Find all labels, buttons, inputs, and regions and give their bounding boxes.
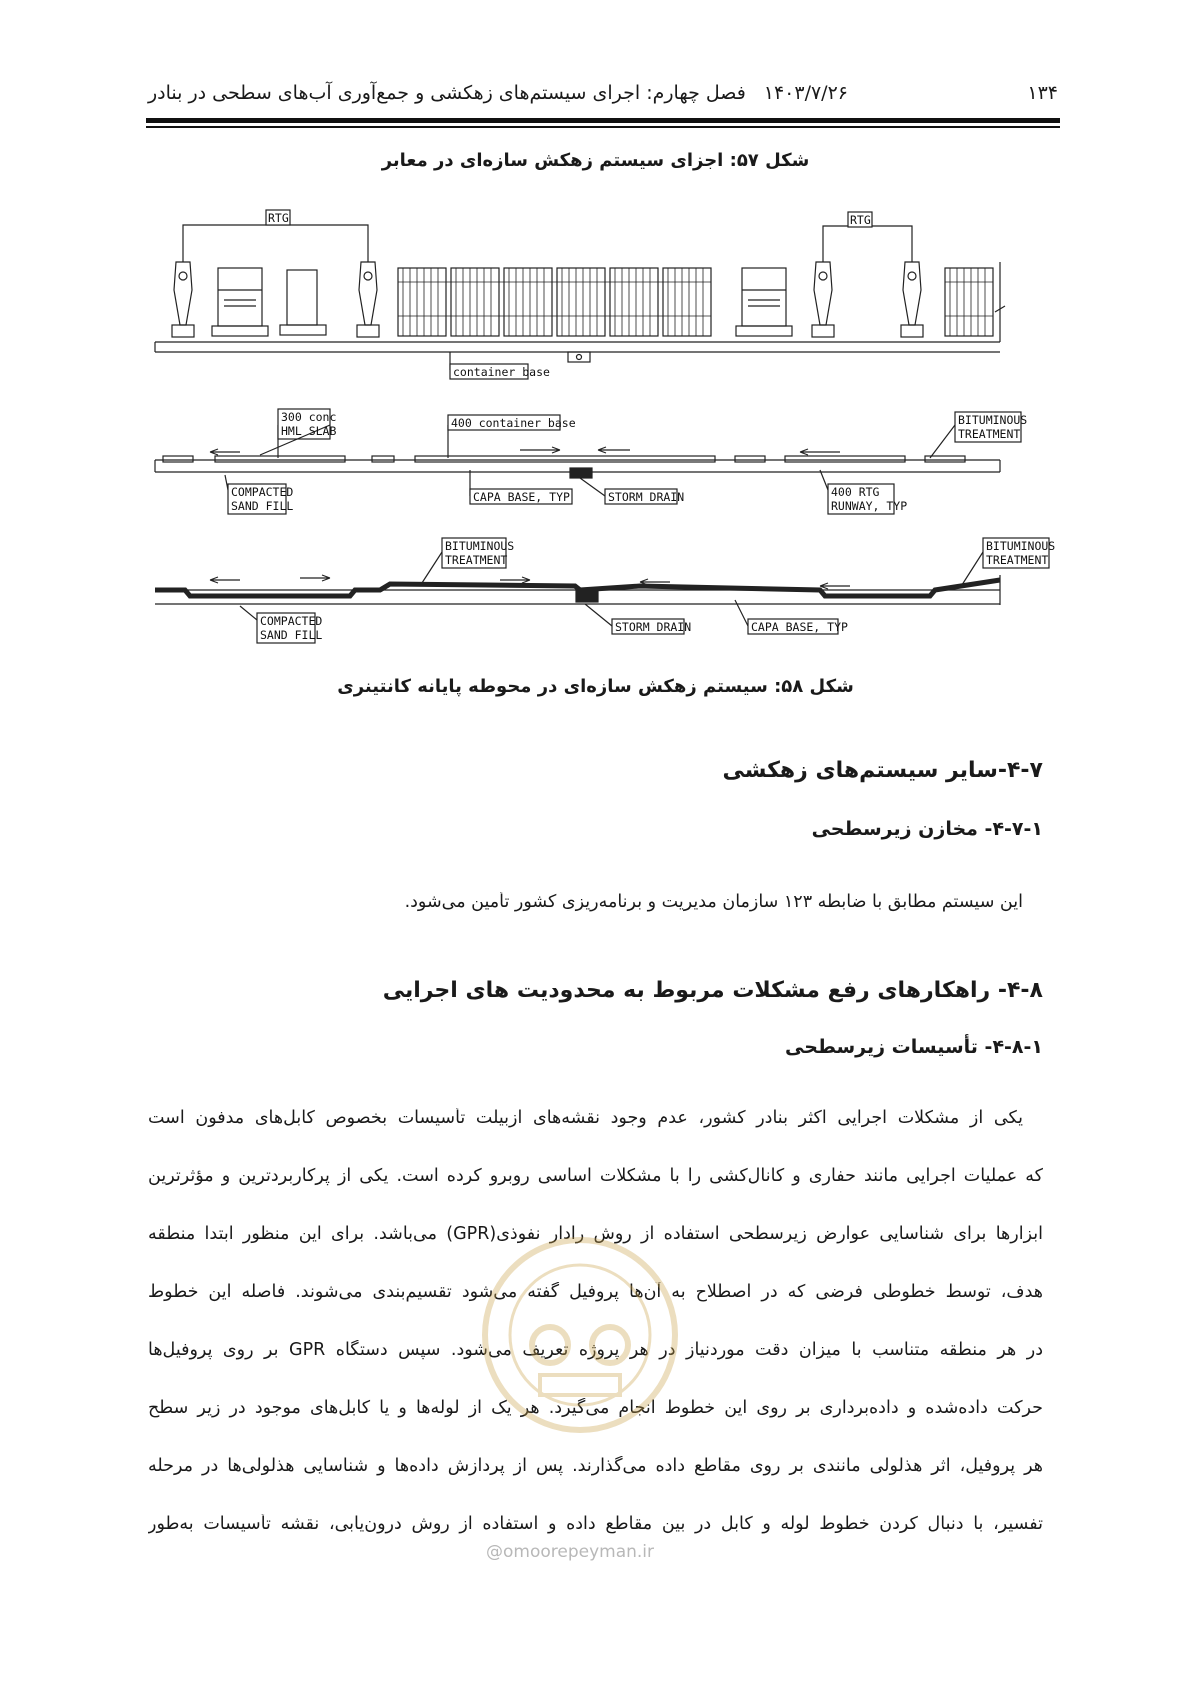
watermark-logo (480, 1235, 680, 1435)
truck (212, 268, 268, 336)
conc-slab-label-2: HML SLAB (281, 424, 337, 438)
treatment-label-3: TREATMENT (986, 553, 1049, 567)
paragraph-line: یکی از مشکلات اجرایی اکثر بنادر کشور، عدم وجود نقشه‌های ازبیلت تأسیسات بخصوص کابل‌های مدفون است (148, 1108, 1023, 1128)
treatment-label-1: TREATMENT (958, 427, 1021, 441)
paragraph-line: حرکت داده‌شده و داده‌برداری بر روی این خطوط انجام می‌گیرد. هر یک از لوله‌ها و یا کابل‌های موجود در زیر سطح (148, 1398, 1043, 1418)
treatment-label-2: TREATMENT (445, 553, 508, 567)
rtg-leg (172, 262, 194, 337)
bituminous-label-3: BITUMINOUS (986, 539, 1056, 553)
rtg-leg (901, 262, 923, 337)
paragraph-line: تفسیر، با دنبال کردن خطوط لوله و کابل در بین مقاطع داده و استفاده از روش درون‌یابی، نقشه تأسیسات به‌طور (148, 1514, 1043, 1534)
rtg-runway-label-1: 400 RTG (831, 485, 880, 499)
drainage-drawings (0, 0, 1191, 680)
container-stacks (398, 268, 711, 336)
truck (736, 268, 792, 336)
rtg-leg (357, 262, 379, 337)
rtg-runway-label-2: RUNWAY, TYP (831, 499, 908, 513)
paragraph-line: در هر منطقه متناسب با میزان دقت موردنیاز در هر پروژه تعریف می‌شود. سپس دستگاه GPR بر روی پروفیل‌ها (148, 1340, 1043, 1360)
container-base-label-2: 400 container base (451, 416, 576, 430)
storm-drain-label-2: STORM DRAIN (615, 620, 692, 634)
paragraph-line: ابزارها برای شناسایی عوارض زیرسطحی استفاده از روش رادار نفوذی(GPR) می‌باشد. برای این منظور ابتدا منطقه (148, 1224, 1043, 1244)
bituminous-label-2: BITUMINOUS (445, 539, 515, 553)
watermark-url: @omoorepeyman.ir (486, 1542, 655, 1562)
page-number: ۱۳۴ (1027, 82, 1058, 104)
rtg-label-left: RTG (268, 211, 289, 225)
capa-base-label-2: CAPA BASE, TYP (751, 620, 848, 634)
rtg-leg (812, 262, 834, 337)
figure-58-caption: شکل ۵۸: سیستم زهکش سازه‌ای در محوطه پایانه کانتینری (337, 676, 854, 697)
figure-57-caption: شکل ۵۷: اجزای سیستم زهکش سازه‌ای در معابر (381, 150, 810, 171)
capa-base-label-1: CAPA BASE, TYP (473, 490, 570, 504)
sand-fill-label-1: SAND FILL (231, 499, 294, 513)
section-4-8-1-heading: ۴-۸-۱- تأسیسات زیرسطحی (785, 1036, 1043, 1058)
rtg-label-right: RTG (850, 213, 871, 227)
section-4-8-heading: ۴-۸- راهکارهای رفع مشکلات مربوط به محدودیت های اجرایی (382, 978, 1043, 1003)
rtg-elevation-drawing (155, 210, 1005, 379)
conc-slab-label-1: 300 conc (281, 410, 337, 424)
compacted-label-1: COMPACTED (231, 485, 294, 499)
paragraph-line: هر پروفیل، اثر هذلولی مانندی بر روی مقاطع داده می‌گذارند. پس از پردازش داده‌ها و شناسایی هذلولی‌ها در مرحله (148, 1456, 1043, 1476)
paragraph-line: هدف، توسط خطوطی فرضی که در اصطلاح به آن‌ها پروفیل گفته می‌شود تقسیم‌بندی می‌شوند. فاصله این خطوط (148, 1282, 1043, 1302)
storm-drain-label-1: STORM DRAIN (608, 490, 685, 504)
paragraph-line: که عملیات اجرایی مانند حفاری و کانال‌کشی را با مشکلات اساسی روبرو کرده است. یکی از پرکاربردترین و مؤثرترین (148, 1166, 1043, 1186)
compacted-label-2: COMPACTED (260, 614, 323, 628)
sand-fill-label-2: SAND FILL (260, 628, 323, 642)
container-base-label: container base (453, 365, 550, 379)
section-4-7-1-text: این سیستم مطابق با ضابطه ۱۲۳ سازمان مدیریت و برنامه‌ریزی کشور تأمین می‌شود. (404, 892, 1023, 912)
section-4-7-1-heading: ۴-۷-۱- مخازن زیرسطحی (811, 818, 1043, 840)
bituminous-label-1: BITUMINOUS (958, 413, 1028, 427)
chapter-title: فصل چهارم: اجرای سیستم‌های زهکشی و جمع‌آوری آب‌های سطحی در بنادر (148, 82, 746, 104)
header-date: ۱۴۰۳/۷/۲۶ (763, 82, 848, 104)
section-4-7-heading: ۴-۷-سایر سیستم‌های زهکشی (722, 758, 1043, 783)
